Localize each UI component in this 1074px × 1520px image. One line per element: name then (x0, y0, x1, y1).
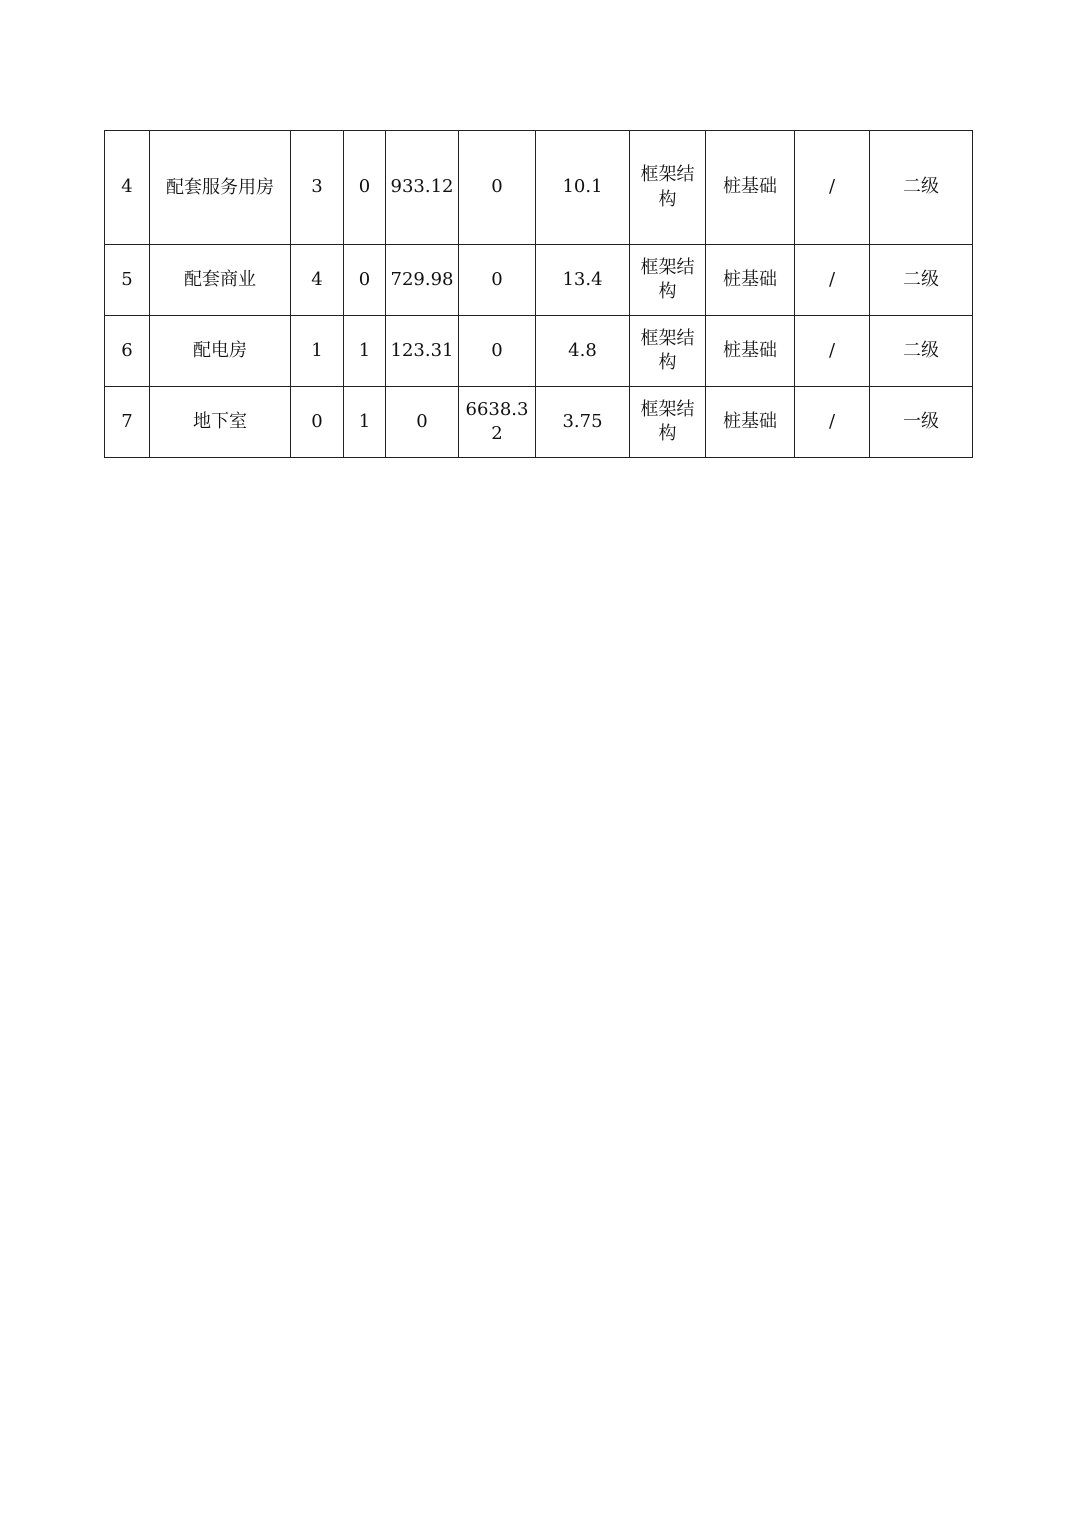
table-row (105, 245, 973, 316)
cell-floors-above: 4 (291, 245, 344, 316)
cell-height: 13.4 (536, 245, 630, 316)
cell-foundation: 桩基础 (706, 316, 795, 387)
cell-name: 配套服务用房 (150, 131, 291, 245)
table-row (105, 387, 973, 458)
cell-grade: 一级 (870, 387, 973, 458)
cell-no: 7 (105, 387, 150, 458)
cell-area-above: 0 (386, 387, 459, 458)
cell-area-below: 0 (459, 245, 536, 316)
cell-no: 4 (105, 131, 150, 245)
cell-other: / (795, 131, 870, 245)
cell-area-below: 0 (459, 316, 536, 387)
cell-height: 4.8 (536, 316, 630, 387)
cell-floors-below: 1 (344, 316, 386, 387)
cell-structure: 框架结构 (630, 316, 706, 387)
cell-no: 6 (105, 316, 150, 387)
cell-other: / (795, 245, 870, 316)
cell-other: / (795, 316, 870, 387)
cell-floors-above: 0 (291, 387, 344, 458)
cell-height: 3.75 (536, 387, 630, 458)
cell-structure: 框架结构 (630, 245, 706, 316)
cell-area-below: 0 (459, 131, 536, 245)
cell-foundation: 桩基础 (706, 245, 795, 316)
building-table (104, 130, 973, 458)
cell-grade: 二级 (870, 316, 973, 387)
cell-name: 配套商业 (150, 245, 291, 316)
cell-grade: 二级 (870, 245, 973, 316)
table-row (105, 131, 973, 245)
table-row (105, 316, 973, 387)
cell-floors-below: 0 (344, 131, 386, 245)
cell-area-above: 933.12 (386, 131, 459, 245)
cell-floors-below: 0 (344, 245, 386, 316)
cell-name: 配电房 (150, 316, 291, 387)
cell-floors-above: 1 (291, 316, 344, 387)
cell-name: 地下室 (150, 387, 291, 458)
cell-no: 5 (105, 245, 150, 316)
cell-foundation: 桩基础 (706, 131, 795, 245)
cell-floors-below: 1 (344, 387, 386, 458)
cell-height: 10.1 (536, 131, 630, 245)
cell-foundation: 桩基础 (706, 387, 795, 458)
cell-structure: 框架结构 (630, 131, 706, 245)
cell-floors-above: 3 (291, 131, 344, 245)
cell-area-above: 729.98 (386, 245, 459, 316)
cell-area-above: 123.31 (386, 316, 459, 387)
cell-area-below: 6638.32 (459, 387, 536, 458)
cell-structure: 框架结构 (630, 387, 706, 458)
cell-other: / (795, 387, 870, 458)
cell-grade: 二级 (870, 131, 973, 245)
